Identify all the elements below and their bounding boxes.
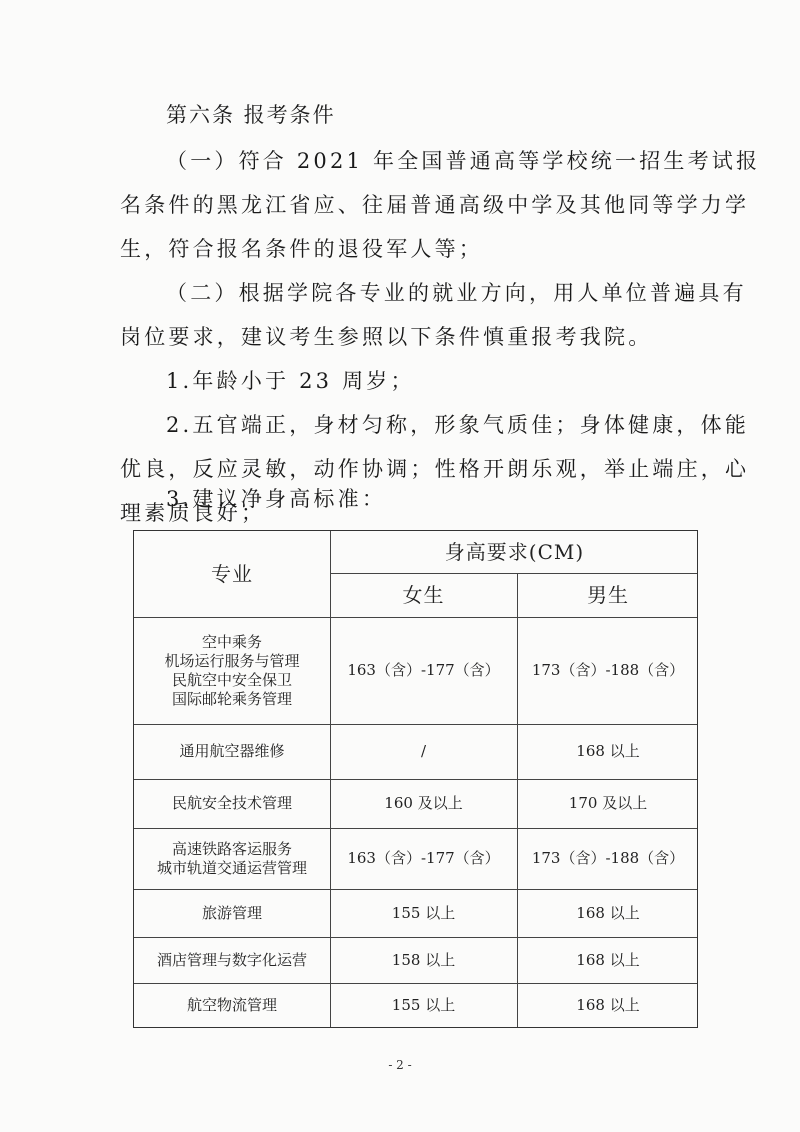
- table-row-female: 155 以上: [391, 903, 456, 922]
- page-number: - 2 -: [388, 1058, 412, 1072]
- table-row-major: 航空物流管理: [186, 995, 277, 1014]
- paragraph-1-line-3: 生，符合报名条件的退役军人等；: [120, 237, 483, 261]
- list-item-2-line-1: 2.五官端正，身材匀称，形象气质佳；身体健康，体能: [166, 413, 750, 437]
- table-row-female: /: [420, 742, 427, 760]
- table-row-male: 168 以上: [576, 742, 640, 760]
- table-row-major: 旅游管理: [201, 903, 262, 922]
- header-height-requirement: 身高要求(CM): [444, 539, 585, 564]
- header-male: 男生: [587, 582, 629, 607]
- table-row-male: 168 以上: [576, 903, 640, 922]
- table-row-male: 168 以上: [576, 995, 640, 1014]
- table-row-major: 高速铁路客运服务 城市轨道交通运营管理: [156, 839, 307, 877]
- table-row-female: 163（含）-177（含）: [347, 661, 500, 679]
- list-item-2-line-3: 理素质良好；: [120, 501, 266, 525]
- table-row-major: 空中乘务 机场运行服务与管理 民航空中安全保卫 国际邮轮乘务管理: [164, 632, 300, 708]
- list-item-3: 3.建议净身高标准：: [166, 487, 387, 511]
- table-row-major: 民航安全技术管理: [171, 794, 292, 812]
- paragraph-1-line-2: 名条件的黑龙江省应、往届普通高级中学及其他同等学力学: [120, 193, 750, 217]
- table-row-female: 158 以上: [391, 950, 456, 969]
- list-item-2-line-2: 优良，反应灵敏，动作协调；性格开朗乐观，举止端庄，心: [120, 457, 750, 481]
- list-item-1: 1.年龄小于 23 周岁；: [166, 369, 415, 393]
- paragraph-1-line-1: （一）符合 2021 年全国普通高等学校统一招生考试报: [166, 149, 761, 173]
- table-row-major: 酒店管理与数字化运营: [156, 950, 307, 969]
- table-row-male: 170 及以上: [568, 794, 648, 812]
- table-row-male: 173（含）-188（含）: [531, 849, 685, 867]
- header-female: 女生: [402, 582, 445, 607]
- header-major: 专业: [211, 561, 253, 586]
- article-title: 第六条 报考条件: [166, 103, 336, 127]
- table-row-female: 160 及以上: [384, 794, 463, 812]
- paragraph-2-line-2: 岗位要求，建议考生参照以下条件慎重报考我院。: [120, 325, 653, 349]
- table-row-male: 168 以上: [576, 950, 640, 969]
- table-row-female: 155 以上: [391, 995, 456, 1014]
- table-row-major: 通用航空器维修: [179, 742, 285, 760]
- height-requirement-table: [133, 530, 698, 1028]
- table-row-female: 163（含）-177（含）: [347, 849, 500, 867]
- paragraph-2-line-1: （二）根据学院各专业的就业方向，用人单位普遍具有: [166, 281, 747, 305]
- table-row-male: 173（含）-188（含）: [531, 661, 685, 679]
